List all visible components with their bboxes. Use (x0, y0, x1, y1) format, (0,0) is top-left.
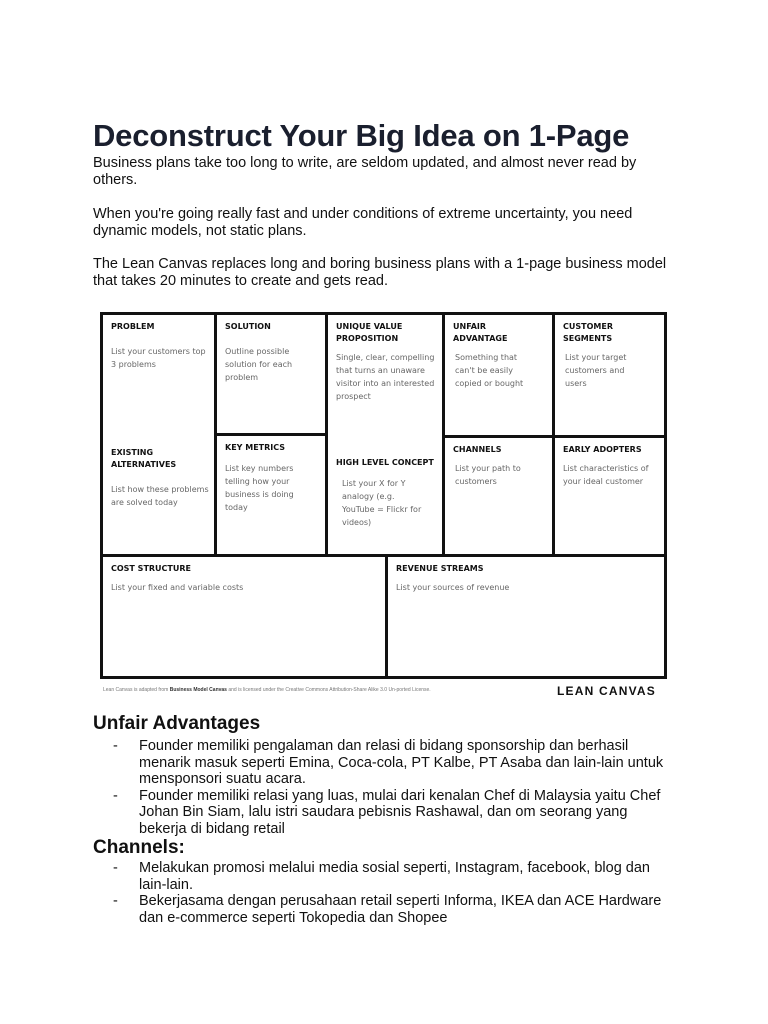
list-item-text: Founder memiliki relasi yang luas, mulai dari kenalan Chef di Malaysia yaitu Chef Johan Bin Siam, lalu istri saudara pebisnis Rashawal, dan om seorang yang bekerja di bidang retail (139, 787, 661, 837)
existing-alternatives-heading: EXISTING ALTERNATIVES (111, 448, 177, 469)
unfair-advantage-heading: UNFAIR ADVANTAGE (453, 322, 508, 343)
page-title: Deconstruct Your Big Idea on 1-Page (93, 118, 630, 153)
list-item-text: Founder memiliki pengalaman dan relasi di bidang sponsorship dan berhasil menarik masuk seperti Emina, Coca-cola, PT Kalbe, PT Asaba dan lain-lain untuk mensponsori suatu acara. (139, 738, 664, 787)
attribution-link[interactable]: Business Model Canvas (169, 687, 227, 693)
lean-canvas-logo: LEAN CANVAS (557, 684, 656, 698)
revenue-streams-heading: REVENUE STREAMS (396, 564, 484, 573)
unfair-advantages-list (113, 738, 673, 837)
uvp-heading: UNIQUE VALUE PROPOSITION (336, 322, 403, 343)
unique-value-proposition-cell (328, 315, 442, 441)
early-adopters-cell (555, 438, 666, 554)
customer-segments-heading: CUSTOMER SEGMENTS (563, 322, 613, 343)
dash-bullet: - (113, 893, 118, 909)
list-item (113, 738, 673, 788)
channels-list (113, 860, 673, 926)
early-adopters-heading: EARLY ADOPTERS (563, 445, 642, 454)
list-item-text: Melakukan promosi melalui media sosial seperti, Instagram, facebook, blog dan lain-lain. (139, 860, 650, 893)
existing-alternatives-cell (103, 441, 214, 554)
solution-hint: Outline possible solution for each problem (225, 347, 293, 382)
problem-hint: List your customers top 3 problems (111, 347, 206, 369)
unfair-advantage-hint: Something that can't be easily copied or bought (455, 353, 524, 388)
key-metrics-hint: List key numbers telling how your business is doing today (225, 464, 294, 512)
channels-cell (445, 438, 552, 554)
channels-hint: List your path to customers (455, 464, 521, 486)
intro-paragraph: Business plans take too long to write, are seldom updated, and almost never read by others. (93, 155, 637, 188)
cost-structure-hint: List your fixed and variable costs (111, 583, 244, 592)
dash-bullet: - (113, 787, 118, 804)
attribution-prefix: Lean Canvas is adapted from (103, 687, 169, 693)
lean-canvas (100, 312, 667, 679)
high-level-concept-heading: HIGH LEVEL CONCEPT (336, 458, 434, 467)
solution-heading: SOLUTION (225, 322, 271, 331)
canvas-attribution (103, 687, 431, 693)
intro-paragraph: The Lean Canvas replaces long and boring business plans with a 1-page business model that takes 20 minutes to create and gets read. (93, 256, 667, 289)
list-item (113, 893, 673, 926)
key-metrics-heading: KEY METRICS (225, 443, 286, 452)
customer-segments-cell (555, 315, 666, 435)
problem-heading: PROBLEM (111, 322, 155, 331)
uvp-hint: Single, clear, compelling that turns an unaware visitor into an interested prospect (336, 353, 435, 401)
list-item (113, 860, 673, 893)
revenue-streams-hint: List your sources of revenue (396, 583, 510, 592)
list-item (113, 788, 673, 838)
high-level-concept-cell (328, 451, 442, 554)
list-item-text: Bekerjasama dengan perusahaan retail seperti Informa, IKEA dan ACE Hardware dan e-commerce seperti Tokopedia dan Shopee (139, 893, 662, 926)
unfair-advantages-heading: Unfair Advantages (93, 713, 261, 734)
cost-structure-cell (103, 557, 385, 678)
customer-segments-hint: List your target customers and users (565, 353, 627, 388)
unfair-advantage-cell (445, 315, 552, 435)
problem-cell (103, 315, 214, 435)
early-adopters-hint: List characteristics of your ideal customer (563, 464, 649, 486)
key-metrics-cell (217, 436, 325, 554)
intro-paragraph: When you're going really fast and under conditions of extreme uncertainty, you need dynamic models, not static plans. (93, 206, 633, 239)
high-level-concept-hint: List your X for Y analogy (e.g. YouTube = Flickr for videos) (342, 479, 422, 527)
channels-heading: Channels: (93, 837, 185, 858)
channels-heading: CHANNELS (453, 445, 502, 454)
revenue-streams-cell (388, 557, 666, 678)
existing-alternatives-hint: List how these problems are solved today (111, 485, 209, 507)
solution-cell (217, 315, 325, 433)
cost-structure-heading: COST STRUCTURE (111, 564, 191, 573)
attribution-suffix: and is licensed under the Creative Commons Attribution-Share Alike 3.0 Un-ported License. (228, 687, 431, 693)
dash-bullet: - (113, 738, 118, 754)
dash-bullet: - (113, 860, 118, 876)
